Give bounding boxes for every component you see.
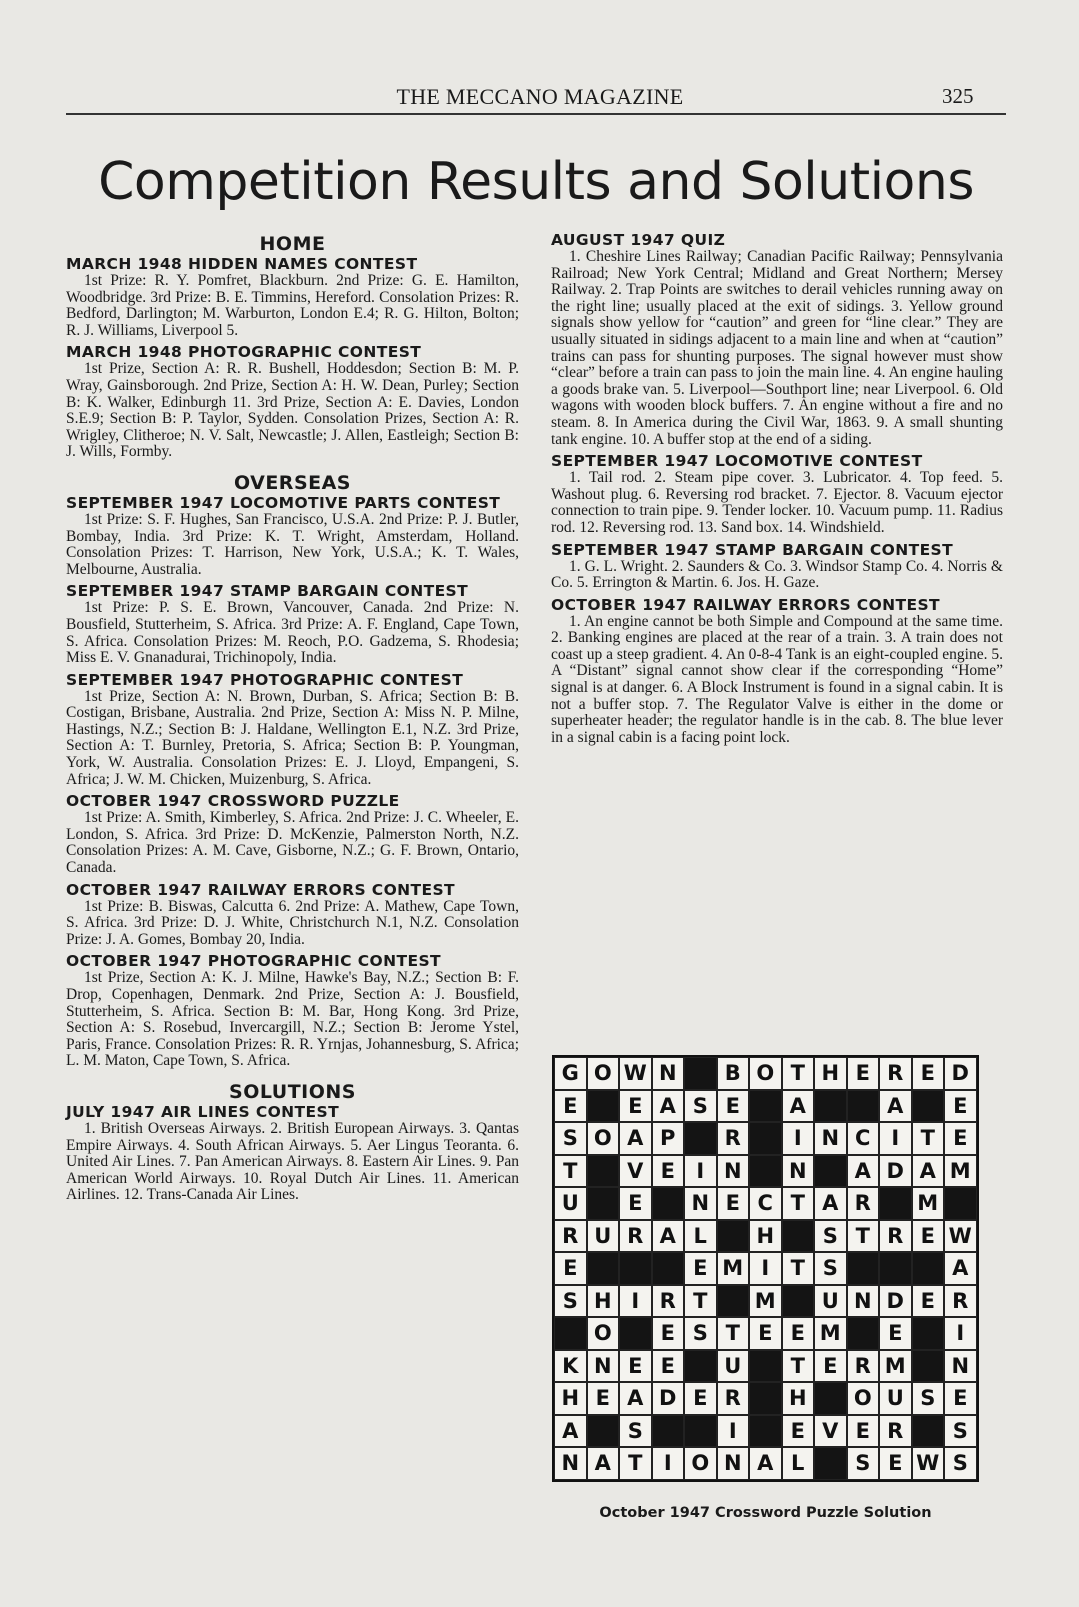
- crossword-black-square: [912, 1317, 945, 1350]
- crossword-letter: D: [879, 1285, 912, 1318]
- crossword-letter: U: [879, 1382, 912, 1415]
- crossword-letter: O: [684, 1447, 717, 1480]
- contest-heading: OCTOBER 1947 RAILWAY ERRORS CONTEST: [66, 880, 456, 899]
- crossword-black-square: [912, 1350, 945, 1383]
- crossword-letter: A: [587, 1447, 620, 1480]
- crossword-letter: R: [554, 1220, 587, 1253]
- crossword-letter: E: [717, 1187, 750, 1220]
- crossword-black-square: [749, 1122, 782, 1155]
- crossword-black-square: [652, 1187, 685, 1220]
- crossword-letter: N: [587, 1350, 620, 1383]
- crossword-letter: E: [782, 1415, 815, 1448]
- crossword-letter: S: [814, 1252, 847, 1285]
- crossword-letter: E: [912, 1220, 945, 1253]
- crossword-letter: K: [554, 1350, 587, 1383]
- crossword-letter: I: [684, 1155, 717, 1188]
- crossword-letter: A: [814, 1187, 847, 1220]
- crossword-letter: B: [717, 1057, 750, 1090]
- solutions-left: [66, 1104, 519, 1204]
- crossword-letter: I: [619, 1285, 652, 1318]
- crossword-letter: A: [554, 1415, 587, 1448]
- contest-text: 1. An engine cannot be both Simple and Compound at the same time. 2. Banking engines are placed at the rear of a train. 3. A train does not coast up a steep gradient. 4. An 0-8-4 Tank is an eight-coupled engine. 5. A “Distant” signal cannot show clear if the corresponding “Home” signal is at danger. 6. A Block Instrument is found in a signal cabin. It is not a buffer stop. 7. The Regulator Valve is either in the dome or superheater header; the regulator handle is in the cab. 8. The blue lever in a signal cabin is a facing point lock.: [551, 612, 1003, 746]
- contest-text: 1st Prize: A. Smith, Kimberley, S. Africa. 2nd Prize: J. C. Wheeler, E. London, S. Africa. 3rd Prize: D. McKenzie, Palmerston North, N.Z. Consolation Prizes: A. M. Cave, Gisborne, N.Z.; G. F. Brown, Ontario, Canada.: [66, 809, 519, 877]
- crossword-letter: E: [944, 1382, 977, 1415]
- crossword-letter: A: [912, 1155, 945, 1188]
- crossword-letter: I: [652, 1447, 685, 1480]
- contest-text: 1. Tail rod. 2. Steam pipe cover. 3. Lubricator. 4. Top feed. 5. Washout plug. 6. Reversing rod bracket. 7. Ejector. 8. Vacuum ejector connection to train pipe. 9. Tender locker. 10. Vacuum pump. 11. Radius rod. 12. Reversing rod. 13. Sand box. 14. Windshield.: [551, 469, 1003, 536]
- page-number: 325: [942, 84, 974, 108]
- crossword-letter: N: [684, 1187, 717, 1220]
- crossword-letter: N: [782, 1155, 815, 1188]
- crossword-black-square: [847, 1317, 880, 1350]
- crossword-letter: T: [782, 1187, 815, 1220]
- crossword-letter: E: [587, 1382, 620, 1415]
- crossword-letter: E: [749, 1317, 782, 1350]
- crossword-letter: O: [847, 1382, 880, 1415]
- crossword-letter: E: [944, 1090, 977, 1123]
- crossword-black-square: [554, 1317, 587, 1350]
- crossword-black-square: [814, 1447, 847, 1480]
- crossword-letter: U: [587, 1220, 620, 1253]
- crossword-letter: H: [814, 1057, 847, 1090]
- crossword-letter: M: [912, 1187, 945, 1220]
- crossword-letter: H: [587, 1285, 620, 1318]
- crossword-letter: O: [587, 1122, 620, 1155]
- crossword-letter: N: [717, 1155, 750, 1188]
- contest-text: 1st Prize: S. F. Hughes, San Francisco, U.S.A. 2nd Prize: P. J. Butler, Bombay, India. 3rd Prize: K. T. Wright, Amsterdam, Holland. Consolation Prizes: T. Harrison, New York, U.S.A.; K. T. Wales, Melbourne, Australia.: [66, 510, 519, 578]
- crossword-letter: T: [619, 1447, 652, 1480]
- crossword-black-square: [879, 1187, 912, 1220]
- crossword-black-square: [652, 1252, 685, 1285]
- crossword-black-square: [587, 1090, 620, 1123]
- crossword-letter: T: [782, 1057, 815, 1090]
- crossword-letter: I: [879, 1122, 912, 1155]
- contest-heading: OCTOBER 1947 CROSSWORD PUZZLE: [66, 792, 400, 811]
- crossword-letter: T: [847, 1220, 880, 1253]
- home-results: [66, 256, 519, 461]
- contest-heading: MARCH 1948 HIDDEN NAMES CONTEST: [66, 255, 418, 273]
- crossword-letter: E: [847, 1415, 880, 1448]
- crossword-letter: A: [619, 1122, 652, 1155]
- right-column: [551, 232, 1003, 746]
- crossword-black-square: [684, 1122, 717, 1155]
- crossword-black-square: [782, 1220, 815, 1253]
- crossword-letter: E: [652, 1155, 685, 1188]
- overseas-results: [66, 495, 519, 1070]
- page-title: Competition Results and Solutions: [98, 152, 974, 212]
- crossword-letter: I: [717, 1415, 750, 1448]
- crossword-letter: E: [912, 1057, 945, 1090]
- crossword-letter: S: [619, 1415, 652, 1448]
- contest-heading: OCTOBER 1947 RAILWAY ERRORS CONTEST: [551, 595, 941, 614]
- crossword-letter: R: [944, 1285, 977, 1318]
- crossword-black-square: [879, 1252, 912, 1285]
- crossword-letter: T: [717, 1317, 750, 1350]
- crossword-letter: R: [717, 1382, 750, 1415]
- contest-text: 1. G. L. Wright. 2. Saunders & Co. 3. Windsor Stamp Co. 4. Norris & Co. 5. Errington & Martin. 6. Jos. H. Gaze.: [551, 557, 1003, 592]
- crossword-letter: R: [879, 1220, 912, 1253]
- crossword-black-square: [912, 1252, 945, 1285]
- crossword-letter: N: [652, 1057, 685, 1090]
- crossword-letter: D: [944, 1057, 977, 1090]
- crossword-black-square: [814, 1382, 847, 1415]
- crossword-black-square: [814, 1090, 847, 1123]
- crossword-letter: H: [749, 1220, 782, 1253]
- crossword-letter: H: [554, 1382, 587, 1415]
- crossword-letter: P: [652, 1122, 685, 1155]
- running-title: THE MECCANO MAGAZINE: [396, 84, 684, 109]
- crossword-black-square: [782, 1285, 815, 1318]
- crossword-letter: S: [684, 1317, 717, 1350]
- contest-text: 1st Prize: B. Biswas, Calcutta 6. 2nd Prize: A. Mathew, Cape Town, S. Africa. 3rd Prize: D. J. White, Christchurch N.1, N.Z. Consolation Prize: J. A. Gomes, Bombay 20, India.: [66, 897, 519, 948]
- crossword-black-square: [749, 1155, 782, 1188]
- crossword-letter: R: [847, 1187, 880, 1220]
- crossword-black-square: [847, 1252, 880, 1285]
- crossword-black-square: [912, 1415, 945, 1448]
- crossword-letter: E: [684, 1252, 717, 1285]
- crossword-letter: W: [912, 1447, 945, 1480]
- contest-text: 1st Prize, Section A: R. R. Bushell, Hoddesdon; Section B: M. P. Wray, Gainsborough. 2nd Prize, Section A: H. W. Dean, Purley; Section B: K. Walker, Edinburgh 11. 3rd Prize, Section A: E. Davies, London S.E.9; Section B: P. Taylor, Sydden. Consolation Prizes, Section A: R. Wrigley, Clitheroe; N. V. Salt, Newcastle; J. Allen, Eastleigh; Section B: J. Wills, Formby.: [66, 360, 519, 461]
- crossword-black-square: [619, 1252, 652, 1285]
- crossword-letter: E: [944, 1122, 977, 1155]
- crossword-letter: E: [717, 1090, 750, 1123]
- crossword-black-square: [944, 1187, 977, 1220]
- contest-heading: SEPTEMBER 1947 LOCOMOTIVE PARTS CONTEST: [66, 493, 501, 512]
- crossword-letter: A: [749, 1447, 782, 1480]
- contest-heading: MARCH 1948 PHOTOGRAPHIC CONTEST: [66, 343, 422, 362]
- crossword-letter: A: [652, 1090, 685, 1123]
- crossword-letter: E: [814, 1350, 847, 1383]
- crossword-letter: U: [814, 1285, 847, 1318]
- contest-heading: SEPTEMBER 1947 LOCOMOTIVE CONTEST: [551, 452, 923, 471]
- crossword-letter: I: [944, 1317, 977, 1350]
- crossword-letter: E: [684, 1382, 717, 1415]
- crossword-letter: N: [847, 1285, 880, 1318]
- section-title-home: HOME: [259, 233, 326, 255]
- contest-heading: OCTOBER 1947 PHOTOGRAPHIC CONTEST: [66, 952, 441, 971]
- crossword-letter: S: [554, 1122, 587, 1155]
- crossword-letter: V: [814, 1415, 847, 1448]
- crossword-letter: E: [554, 1252, 587, 1285]
- crossword-letter: A: [652, 1220, 685, 1253]
- crossword-black-square: [749, 1415, 782, 1448]
- crossword-letter: E: [782, 1317, 815, 1350]
- contest-text: 1. Cheshire Lines Railway; Canadian Pacific Railway; Pennsylvania Railroad; New York Central; Midland and Great Northern; Mersey Railway. 2. Trap Points are switches to derail vehicles running away on the right line; usually placed at the exit of sidings. 3. Yellow ground signals show yellow for “caution” and green for “line clear.” They are usually situated in sidings adjacent to a main line and when at “caution” trains can pass for shunting purposes. The signal however must show “clear” before a train can pass to join the main line. 4. An engine hauling a goods brake van. 5. Liverpool—Southport line; near Liverpool. 6. Old wagons with wooden block buffers. 7. An engine without a fire and no steam. 8. In America during the Civil War, 1863. 9. A small shunting tank engine. 10. A buffer stop at the end of a siding.: [551, 248, 1003, 448]
- section-title-overseas: OVERSEAS: [233, 471, 351, 494]
- section-title-solutions: SOLUTIONS: [229, 1080, 356, 1103]
- crossword-letter: O: [749, 1057, 782, 1090]
- crossword-letter: M: [944, 1155, 977, 1188]
- crossword-letter: O: [587, 1057, 620, 1090]
- crossword-letter: T: [554, 1155, 587, 1188]
- crossword-letter: C: [749, 1187, 782, 1220]
- crossword-letter: M: [814, 1317, 847, 1350]
- crossword-letter: G: [554, 1057, 587, 1090]
- crossword-letter: R: [879, 1415, 912, 1448]
- crossword-letter: R: [619, 1220, 652, 1253]
- crossword-black-square: [587, 1415, 620, 1448]
- crossword-letter: R: [717, 1122, 750, 1155]
- crossword-letter: E: [652, 1350, 685, 1383]
- crossword-letter: T: [782, 1252, 815, 1285]
- crossword-black-square: [847, 1090, 880, 1123]
- crossword-letter: E: [619, 1090, 652, 1123]
- crossword-letter: A: [619, 1382, 652, 1415]
- crossword-letter: A: [782, 1090, 815, 1123]
- crossword-letter: E: [879, 1317, 912, 1350]
- crossword-letter: S: [684, 1090, 717, 1123]
- crossword-grid: [552, 1055, 979, 1482]
- crossword-letter: M: [749, 1285, 782, 1318]
- crossword-letter: I: [782, 1122, 815, 1155]
- crossword-letter: E: [879, 1447, 912, 1480]
- crossword-solution: [552, 1055, 979, 1482]
- crossword-black-square: [587, 1155, 620, 1188]
- crossword-letter: R: [879, 1057, 912, 1090]
- crossword-letter: U: [717, 1350, 750, 1383]
- crossword-letter: E: [619, 1187, 652, 1220]
- contest-text: 1st Prize: R. Y. Pomfret, Blackburn. 2nd Prize: G. E. Hamilton, Woodbridge. 3rd Prize: B. E. Timmins, Hereford. Consolation Prizes: R. Bedford, Darlington; M. Warburton, London E.4; R. G. Hilton, Bolton; R. J. Williams, Liverpool 5.: [66, 272, 519, 339]
- crossword-letter: M: [879, 1350, 912, 1383]
- crossword-letter: N: [554, 1447, 587, 1480]
- contest-text: 1st Prize, Section A: K. J. Milne, Hawke's Bay, N.Z.; Section B: F. Drop, Copenhagen, Denmark. 2nd Prize, Section A: J. Bousfield, Stutterheim, S. Africa. Section B: M. Bar, Hong Kong. 3rd Prize, Section A: S. Rosebud, Invercargill, N.Z.; Section B: Jerome Ystel, Paris, France. Consolation Prizes: R. R. Yrnjas, Johannesburg, S. Africa; L. M. Maton, Cape Town, S. Africa.: [66, 969, 519, 1070]
- crossword-letter: E: [619, 1350, 652, 1383]
- crossword-black-square: [717, 1285, 750, 1318]
- crossword-letter: S: [944, 1415, 977, 1448]
- crossword-black-square: [749, 1382, 782, 1415]
- crossword-black-square: [619, 1317, 652, 1350]
- crossword-letter: N: [944, 1350, 977, 1383]
- crossword-letter: E: [847, 1057, 880, 1090]
- crossword-letter: S: [554, 1285, 587, 1318]
- crossword-letter: W: [944, 1220, 977, 1253]
- crossword-black-square: [912, 1090, 945, 1123]
- crossword-letter: C: [847, 1122, 880, 1155]
- contest-heading: AUGUST 1947 QUIZ: [551, 231, 726, 249]
- crossword-letter: E: [652, 1317, 685, 1350]
- crossword-letter: W: [619, 1057, 652, 1090]
- crossword-letter: S: [814, 1220, 847, 1253]
- crossword-letter: L: [684, 1220, 717, 1253]
- crossword-letter: D: [652, 1382, 685, 1415]
- contest-text: 1st Prize: P. S. E. Brown, Vancouver, Canada. 2nd Prize: N. Bousfield, Stutterheim, S. Africa. 3rd Prize: A. F. England, Cape Town, S. Africa. Consolation Prizes: M. Reoch, P.O. Gadzema, S. Rhodesia; Miss E. V. Gnanadurai, Trichinopoly, India.: [66, 599, 519, 667]
- contest-heading: JULY 1947 AIR LINES CONTEST: [66, 1102, 340, 1121]
- crossword-black-square: [587, 1252, 620, 1285]
- crossword-letter: E: [554, 1090, 587, 1123]
- crossword-letter: T: [782, 1350, 815, 1383]
- crossword-black-square: [652, 1415, 685, 1448]
- crossword-black-square: [684, 1415, 717, 1448]
- header-rule: [66, 113, 1006, 115]
- crossword-letter: R: [847, 1350, 880, 1383]
- crossword-letter: T: [912, 1122, 945, 1155]
- crossword-black-square: [749, 1350, 782, 1383]
- crossword-letter: A: [847, 1155, 880, 1188]
- crossword-letter: N: [814, 1122, 847, 1155]
- crossword-letter: S: [847, 1447, 880, 1480]
- crossword-letter: E: [912, 1285, 945, 1318]
- crossword-letter: S: [912, 1382, 945, 1415]
- crossword-black-square: [587, 1187, 620, 1220]
- crossword-black-square: [814, 1155, 847, 1188]
- crossword-black-square: [717, 1220, 750, 1253]
- crossword-black-square: [684, 1350, 717, 1383]
- contest-heading: SEPTEMBER 1947 STAMP BARGAIN CONTEST: [551, 540, 954, 559]
- crossword-letter: I: [749, 1252, 782, 1285]
- contest-heading: SEPTEMBER 1947 PHOTOGRAPHIC CONTEST: [66, 670, 464, 689]
- crossword-letter: D: [879, 1155, 912, 1188]
- crossword-letter: V: [619, 1155, 652, 1188]
- crossword-letter: A: [944, 1252, 977, 1285]
- crossword-caption: October 1947 Crossword Puzzle Solution: [599, 1505, 932, 1521]
- crossword-black-square: [749, 1090, 782, 1123]
- contest-text: 1st Prize, Section A: N. Brown, Durban, S. Africa; Section B: B. Costigan, Brisbane, Australia. 2nd Prize, Section A: Miss N. P. Milne, Hastings, N.Z.; Section B: J. Haldane, Wellington E.1, N.Z. 3rd Prize, Section A: T. Burnley, Pretoria, S. Africa; Section B: P. Youngman, York, W. Australia. Consolation Prizes: E. J. Lloyd, Empangeni, S. Africa; J. W. M. Chicken, Muizenburg, S. Africa.: [66, 687, 519, 788]
- crossword-letter: L: [782, 1447, 815, 1480]
- contest-heading: SEPTEMBER 1947 STAMP BARGAIN CONTEST: [66, 582, 469, 601]
- crossword-letter: U: [554, 1187, 587, 1220]
- crossword-letter: S: [944, 1447, 977, 1480]
- crossword-letter: H: [782, 1382, 815, 1415]
- contest-text: 1. British Overseas Airways. 2. British European Airways. 3. Qantas Empire Airways. 4. South African Airways. 5. Aer Lingus Teoranta. 6. United Air Lines. 7. Pan American Airways. 8. Eastern Air Lines. 9. Pan American World Airways. 10. Royal Dutch Air Lines. 11. American Airlines. 12. Trans-Canada Air Lines.: [66, 1119, 519, 1204]
- crossword-black-square: [684, 1057, 717, 1090]
- left-column: [66, 232, 519, 1204]
- crossword-letter: N: [717, 1447, 750, 1480]
- crossword-letter: M: [717, 1252, 750, 1285]
- crossword-letter: A: [879, 1090, 912, 1123]
- crossword-letter: R: [652, 1285, 685, 1318]
- crossword-letter: T: [684, 1285, 717, 1318]
- crossword-letter: O: [587, 1317, 620, 1350]
